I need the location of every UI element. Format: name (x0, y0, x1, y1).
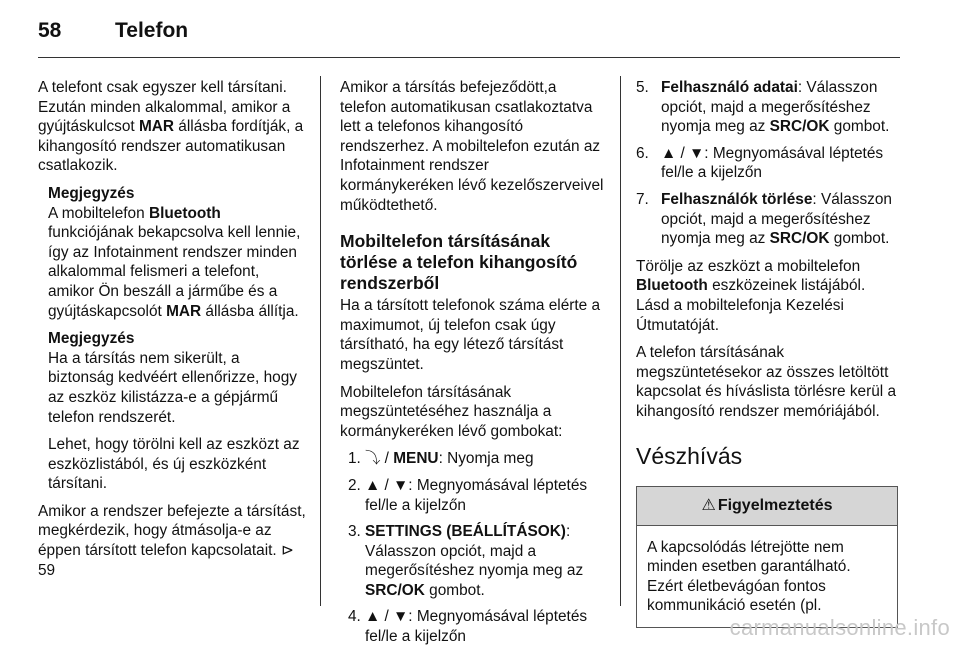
note-2-paragraph-2: Lehet, hogy törölni kell az eszközt az eszközlistából, és új eszközként társítani. (48, 436, 300, 493)
page-title: Telefon (115, 19, 189, 42)
warning-title: Figyelmeztetés (717, 496, 833, 514)
unpair-steps-list (340, 449, 606, 646)
intro-paragraph: A telefont csak egyszer kell társítani. Ezután minden alkalommal, amikor a gyújtáskulcsot MAR állásba fordítják, a kihangosító rendszer automatikusan csatlakozik. (38, 79, 304, 175)
unpair-steps-list-continued (636, 78, 902, 249)
section-heading-emergency: Vészhívás (636, 442, 743, 469)
warning-text: A kapcsolódás létrejötte nem minden esetben garantálható. Ezért életbevágóan fontos kommunikáció esetén (pl. (647, 538, 851, 615)
note-1-title: Megjegyzés (48, 184, 135, 202)
column-3 (636, 78, 902, 628)
column-divider-1 (320, 76, 321, 606)
paired-paragraph: Amikor a társítás befejeződött,a telefon automatikusan csatlakoztatva lett a telefonos kihangosító rendszerhez. A mobiltelefon ezután az Infotainment rendszer kormánykeréken lévő kezelőszerveivel működtethető. (340, 79, 604, 214)
warning-triangle-icon: ⚠ (701, 496, 716, 514)
page-reference-icon: ⊳ (280, 542, 294, 560)
warning-box (636, 486, 898, 628)
note-1-text: A mobiltelefon Bluetooth funkciójának bekapcsolva kell lennie, így az Infotainment rendszer minden alkalommal felismeri a telefont, amikor Ön beszáll a járműbe és a gyújtáskapcsolót MAR állásba állítja. (48, 204, 301, 320)
list-item: 4. ▲ / ▼: Megnyomásával léptetés fel/le a kijelzőn (348, 608, 588, 646)
page-reference-link[interactable]: 59 (38, 561, 56, 579)
unpair-intro-paragraph: Mobiltelefon társításának megszüntetéséhez használja a kormánykeréken lévő gombokat: (340, 383, 563, 440)
list-item: 3. SETTINGS (BEÁLLÍTÁSOK): Válasszon opciót, majd a megerősítéshez nyomja meg az SRC/OK gombot. (348, 523, 584, 599)
phone-call-icon: ⤵ (365, 450, 381, 468)
page-number: 58 (38, 19, 62, 42)
list-item: 1. ⤵ / MENU: Nyomja meg (348, 450, 534, 468)
copy-contacts-paragraph: Amikor a rendszer befejezte a társítást, megkérdezik, hogy átmásolja-e az éppen társított telefon kapcsolatait. ⊳ 59 (38, 502, 306, 579)
column-1 (38, 78, 306, 588)
list-item: 2. ▲ / ▼: Megnyomásával léptetés fel/le a kijelzőn (348, 476, 588, 514)
watermark: carmanualsonline.info (729, 615, 950, 641)
header-divider (38, 57, 900, 58)
section-heading-unpair: Mobiltelefon társításának törlése a telefon kihangosító rendszerből (340, 231, 578, 294)
memory-delete-paragraph: A telefon társításának megszüntetésekor az összes letöltött kapcsolat és híváslista törlésre kerül a kihangosító rendszer memóriájából. (636, 344, 897, 420)
list-item: 5. Felhasználó adatai: Válasszon opciót, majd a megerősítéshez nyomja meg az SRC/OK gombot. (636, 79, 890, 136)
list-item: 6. ▲ / ▼: Megnyomásával léptetés fel/le a kijelzőn (636, 144, 884, 182)
note-2-title: Megjegyzés (48, 330, 135, 348)
list-item: 7. Felhasználók törlése: Válasszon opciót, majd a megerősítéshez nyomja meg az SRC/OK gombot. (636, 190, 892, 248)
column-divider-2 (620, 76, 621, 606)
note-2-paragraph-1: Ha a társítás nem sikerült, a biztonság kedvéért ellenőrizze, hogy az eszköz kilistázza-e a gépjármű telefon rendszerét. (48, 349, 297, 426)
max-phones-paragraph: Ha a társított telefonok száma elérte a maximumot, új telefon csak úgy társítható, ha egy létező társítást megszüntet. (340, 297, 601, 373)
warning-header (637, 487, 897, 526)
column-2 (340, 78, 606, 655)
delete-device-paragraph: Törölje az eszközt a mobiltelefon Bluetooth eszközeinek listájából. Lásd a mobiltelefonja Kezelési Útmutatóját. (636, 257, 866, 334)
